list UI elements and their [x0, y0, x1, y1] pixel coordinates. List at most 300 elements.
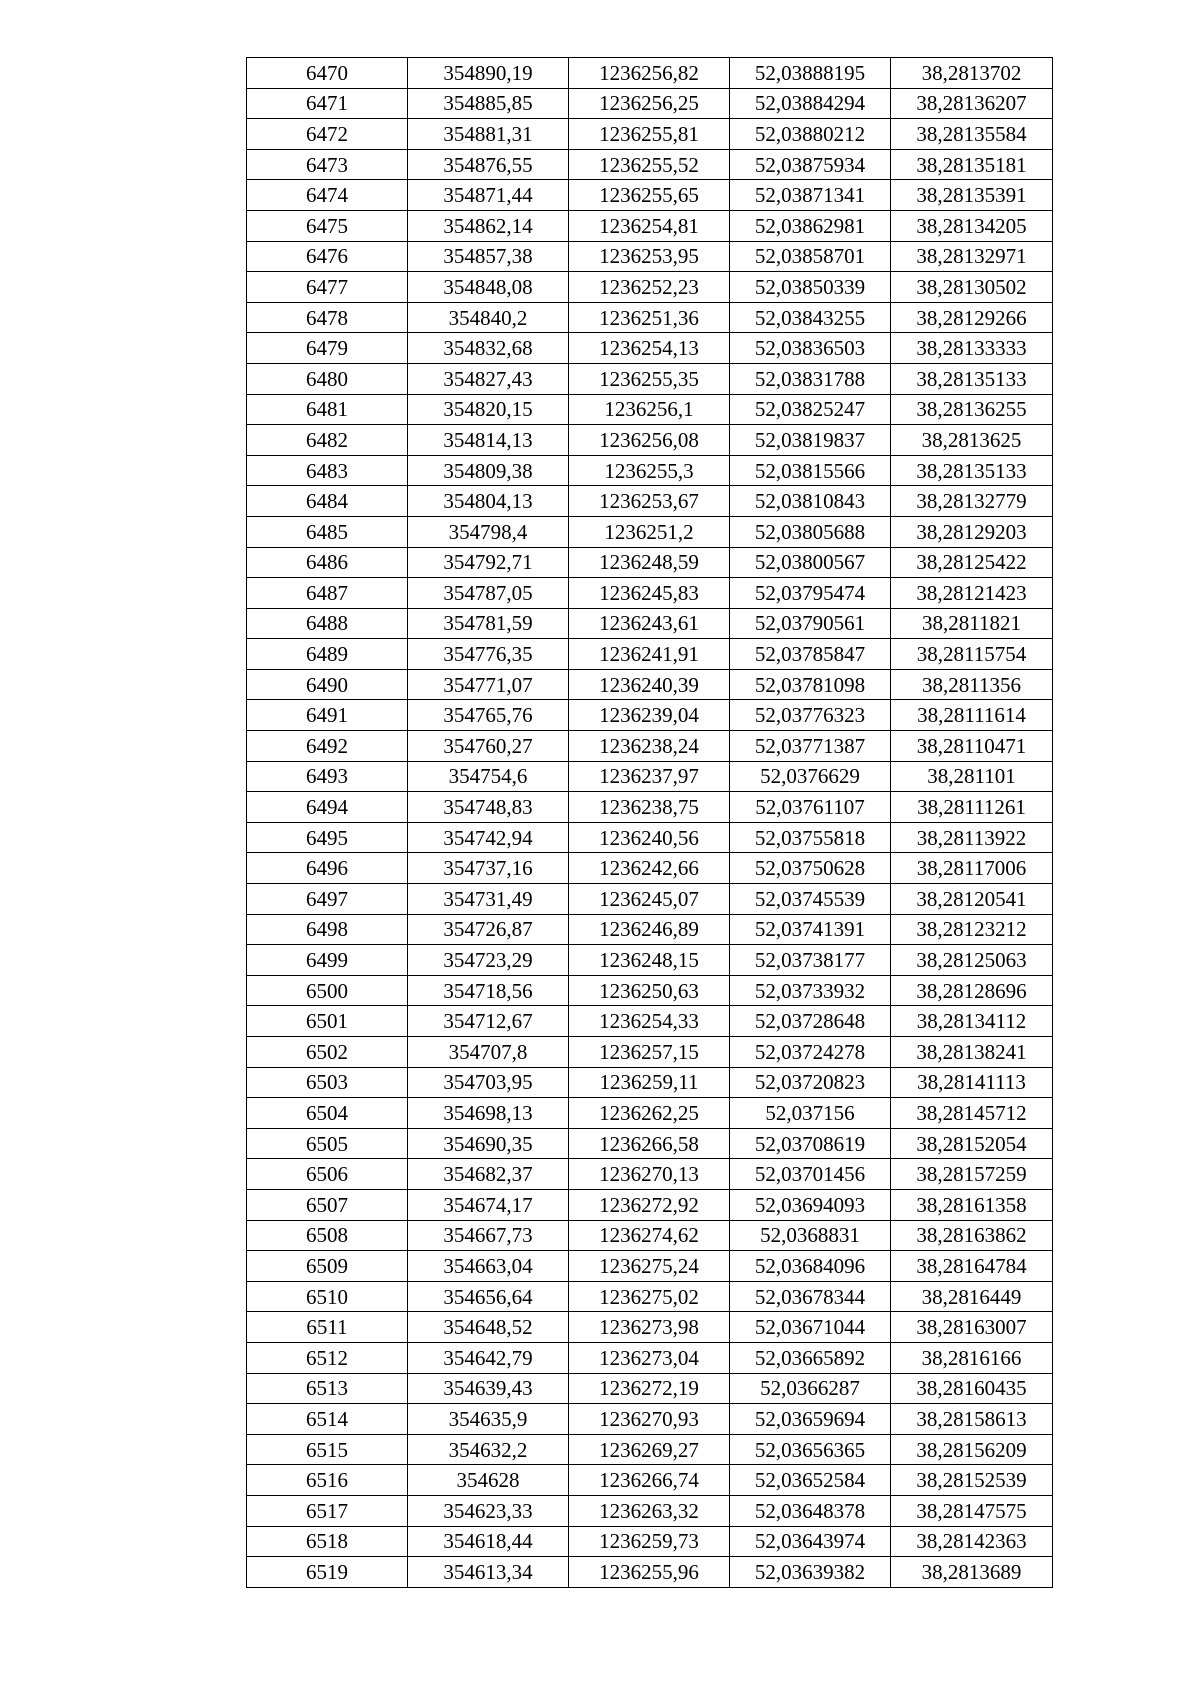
longitude-cell: 38,28161358 [891, 1189, 1053, 1220]
y-coordinate-cell: 1236240,39 [569, 669, 730, 700]
y-coordinate-cell: 1236252,23 [569, 272, 730, 303]
y-coordinate-cell: 1236255,81 [569, 119, 730, 150]
x-coordinate-cell: 354881,31 [408, 119, 569, 150]
latitude-cell: 52,03843255 [730, 302, 891, 333]
latitude-cell: 52,03643974 [730, 1526, 891, 1557]
latitude-cell: 52,03684096 [730, 1251, 891, 1282]
table-row [247, 1159, 1053, 1190]
x-coordinate-cell: 354635,9 [408, 1404, 569, 1435]
latitude-cell: 52,03880212 [730, 119, 891, 150]
latitude-cell: 52,03755818 [730, 822, 891, 853]
x-coordinate-cell: 354698,13 [408, 1098, 569, 1129]
longitude-cell: 38,28141113 [891, 1067, 1053, 1098]
y-coordinate-cell: 1236255,65 [569, 180, 730, 211]
longitude-cell: 38,28128696 [891, 975, 1053, 1006]
longitude-cell: 38,28132971 [891, 241, 1053, 272]
point-number-cell: 6479 [247, 333, 408, 364]
table-row [247, 578, 1053, 609]
point-number-cell: 6516 [247, 1465, 408, 1496]
x-coordinate-cell: 354639,43 [408, 1373, 569, 1404]
point-number-cell: 6483 [247, 455, 408, 486]
y-coordinate-cell: 1236256,1 [569, 394, 730, 425]
y-coordinate-cell: 1236239,04 [569, 700, 730, 731]
table-row [247, 975, 1053, 1006]
latitude-cell: 52,03875934 [730, 149, 891, 180]
y-coordinate-cell: 1236274,62 [569, 1220, 730, 1251]
longitude-cell: 38,28135181 [891, 149, 1053, 180]
point-number-cell: 6481 [247, 394, 408, 425]
y-coordinate-cell: 1236251,36 [569, 302, 730, 333]
x-coordinate-cell: 354656,64 [408, 1281, 569, 1312]
point-number-cell: 6513 [247, 1373, 408, 1404]
x-coordinate-cell: 354648,52 [408, 1312, 569, 1343]
point-number-cell: 6476 [247, 241, 408, 272]
longitude-cell: 38,28115754 [891, 639, 1053, 670]
point-number-cell: 6511 [247, 1312, 408, 1343]
table-row [247, 945, 1053, 976]
table-row [247, 700, 1053, 731]
table-row [247, 272, 1053, 303]
point-number-cell: 6473 [247, 149, 408, 180]
longitude-cell: 38,28125422 [891, 547, 1053, 578]
table-row [247, 884, 1053, 915]
table-row [247, 822, 1053, 853]
point-number-cell: 6478 [247, 302, 408, 333]
longitude-cell: 38,28129203 [891, 516, 1053, 547]
point-number-cell: 6470 [247, 58, 408, 89]
point-number-cell: 6504 [247, 1098, 408, 1129]
table-row [247, 455, 1053, 486]
y-coordinate-cell: 1236254,81 [569, 210, 730, 241]
longitude-cell: 38,28123212 [891, 914, 1053, 945]
y-coordinate-cell: 1236270,93 [569, 1404, 730, 1435]
y-coordinate-cell: 1236256,82 [569, 58, 730, 89]
x-coordinate-cell: 354742,94 [408, 822, 569, 853]
point-number-cell: 6518 [247, 1526, 408, 1557]
x-coordinate-cell: 354792,71 [408, 547, 569, 578]
x-coordinate-cell: 354642,79 [408, 1342, 569, 1373]
y-coordinate-cell: 1236275,02 [569, 1281, 730, 1312]
x-coordinate-cell: 354726,87 [408, 914, 569, 945]
x-coordinate-cell: 354623,33 [408, 1495, 569, 1526]
x-coordinate-cell: 354776,35 [408, 639, 569, 670]
latitude-cell: 52,03884294 [730, 88, 891, 119]
y-coordinate-cell: 1236259,11 [569, 1067, 730, 1098]
latitude-cell: 52,03750628 [730, 853, 891, 884]
table-row [247, 1526, 1053, 1557]
y-coordinate-cell: 1236238,24 [569, 731, 730, 762]
x-coordinate-cell: 354809,38 [408, 455, 569, 486]
longitude-cell: 38,28145712 [891, 1098, 1053, 1129]
table-row [247, 1189, 1053, 1220]
latitude-cell: 52,03871341 [730, 180, 891, 211]
table-row [247, 58, 1053, 89]
y-coordinate-cell: 1236248,15 [569, 945, 730, 976]
table-row [247, 547, 1053, 578]
point-number-cell: 6510 [247, 1281, 408, 1312]
table-row [247, 731, 1053, 762]
longitude-cell: 38,28110471 [891, 731, 1053, 762]
latitude-cell: 52,03785847 [730, 639, 891, 670]
point-number-cell: 6494 [247, 792, 408, 823]
x-coordinate-cell: 354885,85 [408, 88, 569, 119]
longitude-cell: 38,28156209 [891, 1434, 1053, 1465]
y-coordinate-cell: 1236256,08 [569, 425, 730, 456]
y-coordinate-cell: 1236255,35 [569, 363, 730, 394]
coordinates-table-body [247, 58, 1053, 1588]
y-coordinate-cell: 1236248,59 [569, 547, 730, 578]
table-row [247, 1067, 1053, 1098]
latitude-cell: 52,03678344 [730, 1281, 891, 1312]
longitude-cell: 38,28135133 [891, 363, 1053, 394]
latitude-cell: 52,03724278 [730, 1037, 891, 1068]
latitude-cell: 52,03639382 [730, 1557, 891, 1588]
latitude-cell: 52,03776323 [730, 700, 891, 731]
latitude-cell: 52,03701456 [730, 1159, 891, 1190]
x-coordinate-cell: 354765,76 [408, 700, 569, 731]
point-number-cell: 6475 [247, 210, 408, 241]
x-coordinate-cell: 354840,2 [408, 302, 569, 333]
y-coordinate-cell: 1236245,83 [569, 578, 730, 609]
longitude-cell: 38,281101 [891, 761, 1053, 792]
x-coordinate-cell: 354707,8 [408, 1037, 569, 1068]
table-row [247, 486, 1053, 517]
longitude-cell: 38,28135584 [891, 119, 1053, 150]
table-row [247, 241, 1053, 272]
y-coordinate-cell: 1236250,63 [569, 975, 730, 1006]
x-coordinate-cell: 354718,56 [408, 975, 569, 1006]
longitude-cell: 38,28158613 [891, 1404, 1053, 1435]
y-coordinate-cell: 1236275,24 [569, 1251, 730, 1282]
point-number-cell: 6507 [247, 1189, 408, 1220]
latitude-cell: 52,03888195 [730, 58, 891, 89]
y-coordinate-cell: 1236255,96 [569, 1557, 730, 1588]
x-coordinate-cell: 354723,29 [408, 945, 569, 976]
table-row [247, 1557, 1053, 1588]
point-number-cell: 6480 [247, 363, 408, 394]
longitude-cell: 38,28111261 [891, 792, 1053, 823]
table-row [247, 180, 1053, 211]
table-row [247, 1281, 1053, 1312]
point-number-cell: 6474 [247, 180, 408, 211]
latitude-cell: 52,03648378 [730, 1495, 891, 1526]
x-coordinate-cell: 354798,4 [408, 516, 569, 547]
table-row [247, 639, 1053, 670]
longitude-cell: 38,28136255 [891, 394, 1053, 425]
latitude-cell: 52,03771387 [730, 731, 891, 762]
point-number-cell: 6493 [247, 761, 408, 792]
longitude-cell: 38,28120541 [891, 884, 1053, 915]
y-coordinate-cell: 1236253,95 [569, 241, 730, 272]
table-row [247, 1251, 1053, 1282]
longitude-cell: 38,28133333 [891, 333, 1053, 364]
latitude-cell: 52,03850339 [730, 272, 891, 303]
table-row [247, 669, 1053, 700]
table-row [247, 1128, 1053, 1159]
table-row [247, 1434, 1053, 1465]
point-number-cell: 6505 [247, 1128, 408, 1159]
latitude-cell: 52,03795474 [730, 578, 891, 609]
coordinates-table [246, 57, 1053, 1588]
x-coordinate-cell: 354618,44 [408, 1526, 569, 1557]
point-number-cell: 6517 [247, 1495, 408, 1526]
point-number-cell: 6487 [247, 578, 408, 609]
y-coordinate-cell: 1236246,89 [569, 914, 730, 945]
y-coordinate-cell: 1236272,92 [569, 1189, 730, 1220]
longitude-cell: 38,28129266 [891, 302, 1053, 333]
longitude-cell: 38,28157259 [891, 1159, 1053, 1190]
point-number-cell: 6477 [247, 272, 408, 303]
table-row [247, 149, 1053, 180]
x-coordinate-cell: 354754,6 [408, 761, 569, 792]
latitude-cell: 52,03665892 [730, 1342, 891, 1373]
x-coordinate-cell: 354690,35 [408, 1128, 569, 1159]
table-row [247, 363, 1053, 394]
point-number-cell: 6506 [247, 1159, 408, 1190]
table-row [247, 1373, 1053, 1404]
y-coordinate-cell: 1236253,67 [569, 486, 730, 517]
x-coordinate-cell: 354814,13 [408, 425, 569, 456]
point-number-cell: 6503 [247, 1067, 408, 1098]
y-coordinate-cell: 1236256,25 [569, 88, 730, 119]
longitude-cell: 38,28132779 [891, 486, 1053, 517]
longitude-cell: 38,28163007 [891, 1312, 1053, 1343]
table-row [247, 119, 1053, 150]
table-row [247, 853, 1053, 884]
latitude-cell: 52,03720823 [730, 1067, 891, 1098]
point-number-cell: 6471 [247, 88, 408, 119]
x-coordinate-cell: 354663,04 [408, 1251, 569, 1282]
point-number-cell: 6497 [247, 884, 408, 915]
x-coordinate-cell: 354760,27 [408, 731, 569, 762]
latitude-cell: 52,03745539 [730, 884, 891, 915]
x-coordinate-cell: 354731,49 [408, 884, 569, 915]
x-coordinate-cell: 354632,2 [408, 1434, 569, 1465]
y-coordinate-cell: 1236262,25 [569, 1098, 730, 1129]
point-number-cell: 6489 [247, 639, 408, 670]
latitude-cell: 52,03800567 [730, 547, 891, 578]
y-coordinate-cell: 1236273,98 [569, 1312, 730, 1343]
latitude-cell: 52,0376629 [730, 761, 891, 792]
y-coordinate-cell: 1236251,2 [569, 516, 730, 547]
x-coordinate-cell: 354832,68 [408, 333, 569, 364]
y-coordinate-cell: 1236254,33 [569, 1006, 730, 1037]
latitude-cell: 52,03815566 [730, 455, 891, 486]
x-coordinate-cell: 354737,16 [408, 853, 569, 884]
point-number-cell: 6509 [247, 1251, 408, 1282]
table-row [247, 761, 1053, 792]
table-row [247, 792, 1053, 823]
point-number-cell: 6488 [247, 608, 408, 639]
point-number-cell: 6512 [247, 1342, 408, 1373]
longitude-cell: 38,28163862 [891, 1220, 1053, 1251]
point-number-cell: 6495 [247, 822, 408, 853]
longitude-cell: 38,2811821 [891, 608, 1053, 639]
x-coordinate-cell: 354787,05 [408, 578, 569, 609]
latitude-cell: 52,03858701 [730, 241, 891, 272]
longitude-cell: 38,28135391 [891, 180, 1053, 211]
latitude-cell: 52,03825247 [730, 394, 891, 425]
x-coordinate-cell: 354820,15 [408, 394, 569, 425]
longitude-cell: 38,28152054 [891, 1128, 1053, 1159]
x-coordinate-cell: 354781,59 [408, 608, 569, 639]
latitude-cell: 52,03761107 [730, 792, 891, 823]
longitude-cell: 38,28164784 [891, 1251, 1053, 1282]
longitude-cell: 38,28125063 [891, 945, 1053, 976]
point-number-cell: 6515 [247, 1434, 408, 1465]
longitude-cell: 38,2813625 [891, 425, 1053, 456]
longitude-cell: 38,28134112 [891, 1006, 1053, 1037]
longitude-cell: 38,28113922 [891, 822, 1053, 853]
point-number-cell: 6496 [247, 853, 408, 884]
latitude-cell: 52,03836503 [730, 333, 891, 364]
latitude-cell: 52,03741391 [730, 914, 891, 945]
point-number-cell: 6508 [247, 1220, 408, 1251]
latitude-cell: 52,03659694 [730, 1404, 891, 1435]
latitude-cell: 52,037156 [730, 1098, 891, 1129]
x-coordinate-cell: 354876,55 [408, 149, 569, 180]
y-coordinate-cell: 1236266,74 [569, 1465, 730, 1496]
table-row [247, 302, 1053, 333]
y-coordinate-cell: 1236257,15 [569, 1037, 730, 1068]
longitude-cell: 38,28138241 [891, 1037, 1053, 1068]
table-row [247, 333, 1053, 364]
x-coordinate-cell: 354827,43 [408, 363, 569, 394]
table-row [247, 88, 1053, 119]
table-row [247, 1342, 1053, 1373]
y-coordinate-cell: 1236243,61 [569, 608, 730, 639]
table-row [247, 1006, 1053, 1037]
point-number-cell: 6519 [247, 1557, 408, 1588]
longitude-cell: 38,28142363 [891, 1526, 1053, 1557]
x-coordinate-cell: 354674,17 [408, 1189, 569, 1220]
point-number-cell: 6500 [247, 975, 408, 1006]
point-number-cell: 6482 [247, 425, 408, 456]
x-coordinate-cell: 354804,13 [408, 486, 569, 517]
latitude-cell: 52,03671044 [730, 1312, 891, 1343]
x-coordinate-cell: 354848,08 [408, 272, 569, 303]
latitude-cell: 52,03862981 [730, 210, 891, 241]
longitude-cell: 38,28121423 [891, 578, 1053, 609]
latitude-cell: 52,03819837 [730, 425, 891, 456]
latitude-cell: 52,03738177 [730, 945, 891, 976]
table-row [247, 1312, 1053, 1343]
longitude-cell: 38,28147575 [891, 1495, 1053, 1526]
y-coordinate-cell: 1236240,56 [569, 822, 730, 853]
point-number-cell: 6472 [247, 119, 408, 150]
table-row [247, 608, 1053, 639]
point-number-cell: 6498 [247, 914, 408, 945]
point-number-cell: 6499 [247, 945, 408, 976]
table-row [247, 1098, 1053, 1129]
point-number-cell: 6502 [247, 1037, 408, 1068]
longitude-cell: 38,28152539 [891, 1465, 1053, 1496]
y-coordinate-cell: 1236270,13 [569, 1159, 730, 1190]
table-row [247, 516, 1053, 547]
latitude-cell: 52,03733932 [730, 975, 891, 1006]
x-coordinate-cell: 354857,38 [408, 241, 569, 272]
point-number-cell: 6490 [247, 669, 408, 700]
latitude-cell: 52,03656365 [730, 1434, 891, 1465]
y-coordinate-cell: 1236255,52 [569, 149, 730, 180]
point-number-cell: 6492 [247, 731, 408, 762]
y-coordinate-cell: 1236273,04 [569, 1342, 730, 1373]
table-row [247, 425, 1053, 456]
point-number-cell: 6484 [247, 486, 408, 517]
point-number-cell: 6501 [247, 1006, 408, 1037]
y-coordinate-cell: 1236263,32 [569, 1495, 730, 1526]
longitude-cell: 38,28111614 [891, 700, 1053, 731]
y-coordinate-cell: 1236272,19 [569, 1373, 730, 1404]
y-coordinate-cell: 1236242,66 [569, 853, 730, 884]
longitude-cell: 38,28134205 [891, 210, 1053, 241]
longitude-cell: 38,28130502 [891, 272, 1053, 303]
latitude-cell: 52,0368831 [730, 1220, 891, 1251]
table-row [247, 210, 1053, 241]
latitude-cell: 52,03728648 [730, 1006, 891, 1037]
y-coordinate-cell: 1236269,27 [569, 1434, 730, 1465]
latitude-cell: 52,0366287 [730, 1373, 891, 1404]
y-coordinate-cell: 1236241,91 [569, 639, 730, 670]
y-coordinate-cell: 1236237,97 [569, 761, 730, 792]
table-row [247, 1495, 1053, 1526]
x-coordinate-cell: 354682,37 [408, 1159, 569, 1190]
longitude-cell: 38,2816449 [891, 1281, 1053, 1312]
longitude-cell: 38,28135133 [891, 455, 1053, 486]
table-row [247, 1465, 1053, 1496]
x-coordinate-cell: 354748,83 [408, 792, 569, 823]
table-row [247, 914, 1053, 945]
latitude-cell: 52,03805688 [730, 516, 891, 547]
longitude-cell: 38,2813702 [891, 58, 1053, 89]
longitude-cell: 38,28160435 [891, 1373, 1053, 1404]
point-number-cell: 6486 [247, 547, 408, 578]
y-coordinate-cell: 1236259,73 [569, 1526, 730, 1557]
longitude-cell: 38,2813689 [891, 1557, 1053, 1588]
longitude-cell: 38,28136207 [891, 88, 1053, 119]
latitude-cell: 52,03694093 [730, 1189, 891, 1220]
y-coordinate-cell: 1236245,07 [569, 884, 730, 915]
latitude-cell: 52,03831788 [730, 363, 891, 394]
latitude-cell: 52,03790561 [730, 608, 891, 639]
table-row [247, 1037, 1053, 1068]
longitude-cell: 38,28117006 [891, 853, 1053, 884]
y-coordinate-cell: 1236238,75 [569, 792, 730, 823]
longitude-cell: 38,2816166 [891, 1342, 1053, 1373]
x-coordinate-cell: 354712,67 [408, 1006, 569, 1037]
point-number-cell: 6514 [247, 1404, 408, 1435]
x-coordinate-cell: 354628 [408, 1465, 569, 1496]
x-coordinate-cell: 354613,34 [408, 1557, 569, 1588]
point-number-cell: 6485 [247, 516, 408, 547]
x-coordinate-cell: 354862,14 [408, 210, 569, 241]
table-row [247, 1404, 1053, 1435]
latitude-cell: 52,03781098 [730, 669, 891, 700]
table-row [247, 394, 1053, 425]
x-coordinate-cell: 354703,95 [408, 1067, 569, 1098]
latitude-cell: 52,03652584 [730, 1465, 891, 1496]
longitude-cell: 38,2811356 [891, 669, 1053, 700]
point-number-cell: 6491 [247, 700, 408, 731]
y-coordinate-cell: 1236255,3 [569, 455, 730, 486]
x-coordinate-cell: 354771,07 [408, 669, 569, 700]
x-coordinate-cell: 354667,73 [408, 1220, 569, 1251]
x-coordinate-cell: 354871,44 [408, 180, 569, 211]
table-row [247, 1220, 1053, 1251]
latitude-cell: 52,03708619 [730, 1128, 891, 1159]
y-coordinate-cell: 1236266,58 [569, 1128, 730, 1159]
y-coordinate-cell: 1236254,13 [569, 333, 730, 364]
